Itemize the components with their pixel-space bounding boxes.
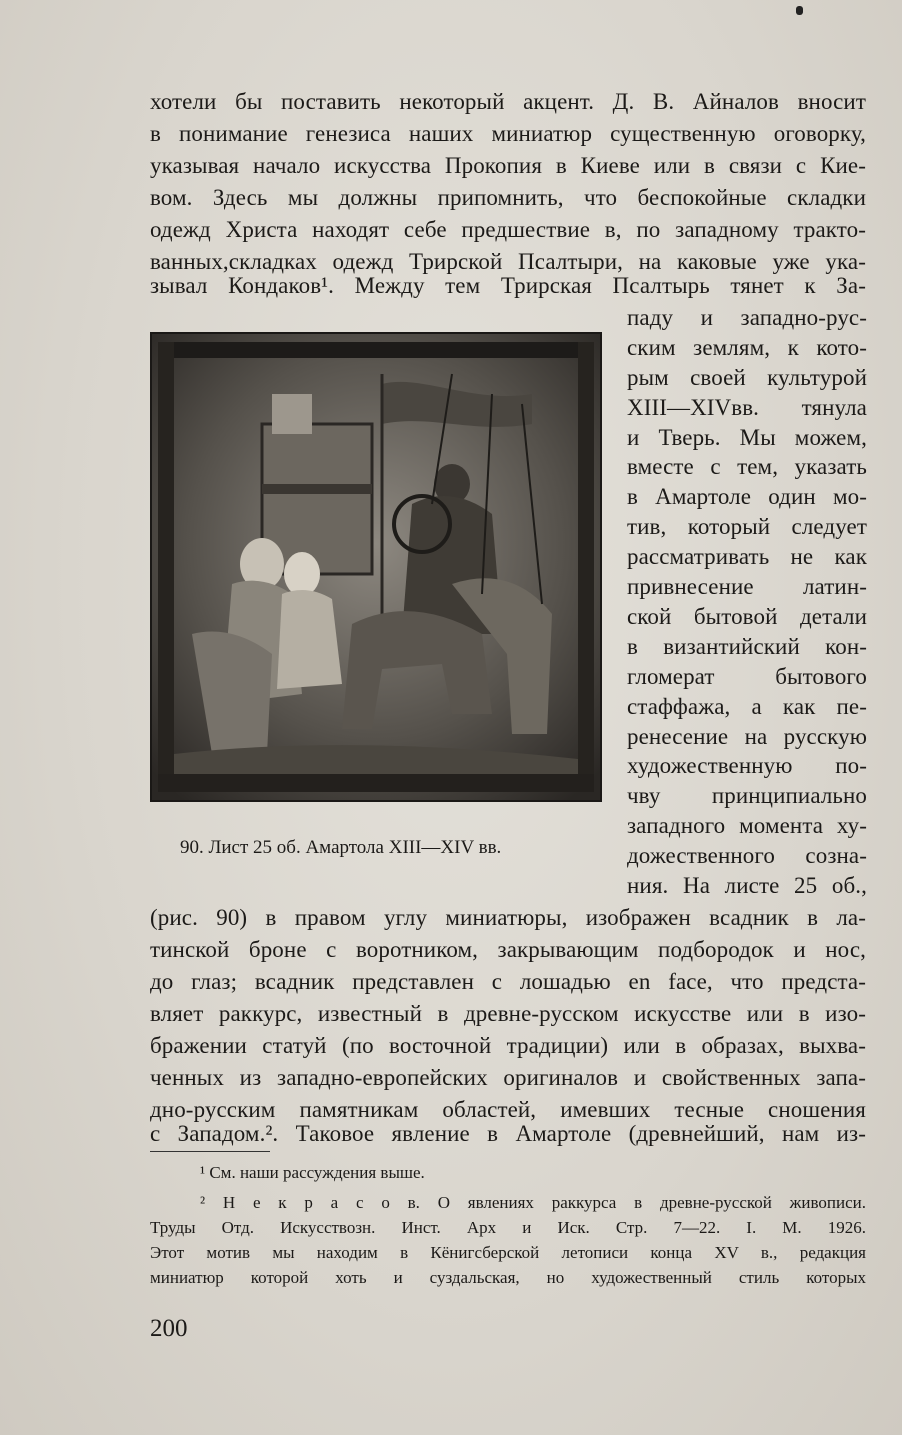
body-line: в Амартоле один мо-: [627, 484, 867, 509]
ink-speck: [796, 6, 803, 15]
footnote-rule: [150, 1151, 270, 1152]
footnote-2: ² Н е к р а с о в. О явлениях раккурса в древне-русской живописи.: [200, 1193, 866, 1212]
body-line: (рис. 90) в правом углу миниатюры, изображен всадник в ла-: [150, 905, 866, 930]
body-line: и Тверь. Мы можем,: [627, 425, 867, 450]
body-line: дно-русским памятникам областей, имевших тесные сношения: [150, 1097, 866, 1122]
body-line: бражении статуй (по восточной традиции) или в образах, выхва-: [150, 1033, 866, 1058]
miniature-image: [152, 334, 600, 800]
body-line: ванных,складках одежд Трирской Псалтыри, на каковые уже ука-: [150, 249, 866, 274]
body-line: западного момента ху-: [627, 813, 867, 838]
body-line: тинской броне с воротником, закрывающим подбородок и нос,: [150, 937, 866, 962]
body-line: рассматривать не как: [627, 544, 867, 569]
body-line: зывал Кондаков¹. Между тем Трирская Псалтырь тянет к За-: [150, 273, 866, 298]
body-line: хотели бы поставить некоторый акцент. Д. В. Айналов вносит: [150, 89, 866, 114]
body-line: одежд Христа находят себе предшествие в, по западному тракто-: [150, 217, 866, 242]
body-line: вляет раккурс, известный в древне-русском искусстве или в изо-: [150, 1001, 866, 1026]
footnote-2-line: Труды Отд. Искусствозн. Инст. Арх и Иск. Стр. 7—22. I. М. 1926.: [150, 1218, 866, 1237]
body-line: XIII—XIVвв. тянула: [627, 395, 867, 420]
body-line: указывая начало искусства Прокопия в Киеве или в связи с Кие-: [150, 153, 866, 178]
footnote-2-line: миниатюр которой хоть и суздальская, но художественный стиль которых: [150, 1268, 866, 1287]
body-line: тив, который следует: [627, 514, 867, 539]
body-line: в понимание генезиса наших миниатюр существенную оговорку,: [150, 121, 866, 146]
body-line: стаффажа, а как пе-: [627, 694, 867, 719]
body-line: ния. На листе 25 об.,: [627, 873, 867, 898]
body-line: ской бытовой детали: [627, 604, 867, 629]
miniature-illustration: [150, 332, 602, 802]
body-line: в византийский кон-: [627, 634, 867, 659]
body-line: ченных из западно-европейских оригиналов и свойственных запа-: [150, 1065, 866, 1090]
body-line: до глаз; всадник представлен с лошадью en face, что предста-: [150, 969, 866, 994]
body-line: паду и западно-рус-: [627, 305, 867, 330]
body-line: привнесение латин-: [627, 574, 867, 599]
page-number: 200: [150, 1315, 188, 1342]
body-line: дожественного созна-: [627, 843, 867, 868]
body-line: вместе с тем, указать: [627, 454, 867, 479]
body-line: ренесение на русскую: [627, 724, 867, 749]
footnote-1: ¹ См. наши рассуждения выше.: [200, 1163, 425, 1182]
body-line: вом. Здесь мы должны припомнить, что беспокойные складки: [150, 185, 866, 210]
body-line: художественную по-: [627, 753, 867, 778]
body-line: чву принципиально: [627, 783, 867, 808]
figure-caption: 90. Лист 25 об. Амартола XIII—XIV вв.: [180, 837, 502, 858]
body-line: ским землям, к кото-: [627, 335, 867, 360]
body-line: рым своей культурой: [627, 365, 867, 390]
body-line: гломерат бытового: [627, 664, 867, 689]
body-line: с Западом.². Таковое явление в Амартоле (древнейший, нам из-: [150, 1121, 866, 1146]
footnote-2-line: Этот мотив мы находим в Кёнигсберской летописи конца XV в., редакция: [150, 1243, 866, 1262]
